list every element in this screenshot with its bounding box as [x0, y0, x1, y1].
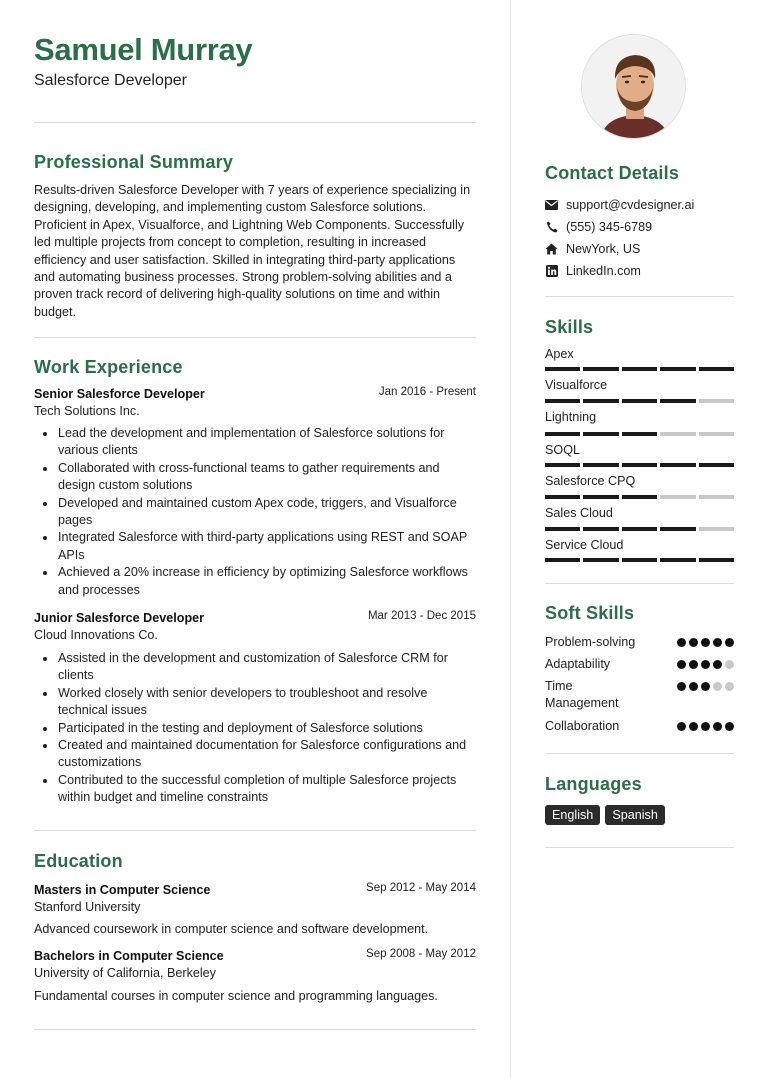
skill-level-bar	[545, 558, 734, 562]
skill-segment	[622, 463, 657, 467]
summary-heading: Professional Summary	[34, 152, 234, 172]
skill-segment	[660, 558, 695, 562]
rating-dot	[689, 722, 698, 731]
degree-title: Bachelors in Computer Science	[34, 949, 224, 963]
school-name: Stanford University	[34, 900, 141, 914]
soft-skill-row	[545, 656, 734, 673]
skill-segment	[699, 432, 734, 436]
rating-dot	[677, 682, 686, 691]
skill-name: Visualforce	[545, 378, 608, 392]
rating-dot	[725, 682, 734, 691]
summary-text: Results-driven Salesforce Developer with 7 years of experience specializing in designing, developing, and implementing custom Salesforce solutions. Proficient in Apex, Visualforce, and Lightning Web Components. Successfully led multiple projects from concept to completion, resulting in increased efficiency and user satisfaction. Skilled in integrating third-party applications and automating business processes. Strong problem-solving abilities and a proven track record of delivering high-quality solutions on time and within budget.	[34, 183, 471, 319]
divider	[34, 122, 476, 123]
soft-skill-dots	[677, 660, 734, 669]
skill-name: Service Cloud	[545, 538, 624, 552]
skill-segment	[583, 367, 618, 371]
skill-segment	[583, 432, 618, 436]
rating-dot	[725, 660, 734, 669]
education-desc: Fundamental courses in computer science and programming languages.	[34, 989, 438, 1003]
list-item: Participated in the testing and deployment of Salesforce solutions	[58, 720, 476, 737]
soft-skill-name: Time Management	[545, 679, 619, 711]
skill-name: SOQL	[545, 443, 580, 457]
rating-dot	[701, 682, 710, 691]
skill-name: Sales Cloud	[545, 506, 613, 520]
skill-segment	[699, 527, 734, 531]
skill-segment	[622, 558, 657, 562]
rating-dot	[701, 722, 710, 731]
divider	[545, 583, 734, 584]
education-heading: Education	[34, 851, 123, 871]
rating-dot	[689, 660, 698, 669]
candidate-title: Salesforce Developer	[34, 72, 187, 89]
skill-name: Salesforce CPQ	[545, 474, 636, 488]
soft-skill-name: Collaboration	[545, 719, 620, 733]
degree-title: Masters in Computer Science	[34, 883, 211, 897]
skill-segment	[699, 399, 734, 403]
skill-level-bar	[545, 432, 734, 436]
list-item: Assisted in the development and customization of Salesforce CRM for clients	[58, 650, 476, 685]
contact-email[interactable]	[545, 197, 694, 213]
skill-segment	[583, 495, 618, 499]
contact-location	[545, 241, 640, 257]
job-company: Tech Solutions Inc.	[34, 404, 140, 418]
divider	[34, 337, 476, 338]
skill-segment	[583, 463, 618, 467]
rating-dot	[677, 722, 686, 731]
list-item: Collaborated with cross-functional teams to gather requirements and design custom solutions	[58, 460, 476, 495]
candidate-name: Samuel Murray	[34, 32, 253, 67]
contact-location-text: NewYork, US	[566, 242, 641, 256]
contact-heading: Contact Details	[545, 163, 680, 183]
soft-skill-row	[545, 718, 734, 735]
soft-skill-dots	[677, 682, 734, 691]
job-bullets	[58, 425, 476, 599]
skill-segment	[660, 367, 695, 371]
education-date: Sep 2008 - May 2012	[366, 948, 476, 960]
envelope-icon	[545, 199, 558, 212]
skill-segment	[583, 399, 618, 403]
contact-phone-text: (555) 345-6789	[566, 220, 653, 234]
rating-dot	[713, 638, 722, 647]
skill-segment	[699, 495, 734, 499]
list-item: Developed and maintained custom Apex code, triggers, and Visualforce pages	[58, 495, 476, 530]
education-desc: Advanced coursework in computer science and software development.	[34, 922, 429, 936]
rating-dot	[689, 682, 698, 691]
skill-segment	[622, 432, 657, 436]
skill-level-bar	[545, 367, 734, 371]
skill-segment	[622, 495, 657, 499]
skill-segment	[545, 495, 580, 499]
skill-level-bar	[545, 495, 734, 499]
rating-dot	[725, 722, 734, 731]
skill-segment	[545, 463, 580, 467]
contact-linkedin[interactable]	[545, 263, 641, 279]
job-date: Mar 2013 - Dec 2015	[367, 610, 476, 622]
language-tag: Spanish	[605, 805, 665, 825]
skill-segment	[622, 527, 657, 531]
soft-skill-row	[545, 678, 734, 713]
phone-icon	[545, 221, 558, 234]
rating-dot	[713, 722, 722, 731]
skill-segment	[699, 558, 734, 562]
soft-skill-dots	[677, 722, 734, 731]
soft-skill-name: Problem-solving	[545, 635, 636, 649]
skill-level-bar	[545, 399, 734, 403]
education-date: Sep 2012 - May 2014	[366, 882, 476, 894]
skill-segment	[545, 558, 580, 562]
rating-dot	[713, 660, 722, 669]
contact-email-text: support@cvdesigner.ai	[566, 198, 695, 212]
languages-heading: Languages	[545, 774, 642, 794]
experience-heading: Work Experience	[34, 357, 183, 377]
skill-segment	[545, 527, 580, 531]
linkedin-icon	[545, 265, 558, 278]
list-item: Integrated Salesforce with third-party applications using REST and SOAP APIs	[58, 529, 476, 564]
job-company: Cloud Innovations Co.	[34, 628, 158, 642]
divider	[34, 1029, 476, 1030]
skill-segment	[660, 432, 695, 436]
list-item: Created and maintained documentation for Salesforce configurations and customizations	[58, 737, 476, 772]
contact-phone	[545, 219, 652, 235]
job-title: Senior Salesforce Developer	[34, 387, 205, 401]
list-item: Worked closely with senior developers to troubleshoot and resolve technical issues	[58, 685, 476, 720]
soft-skill-dots	[677, 638, 734, 647]
skill-segment	[545, 367, 580, 371]
column-divider	[510, 0, 511, 1078]
skill-segment	[583, 527, 618, 531]
skill-segment	[699, 463, 734, 467]
divider	[34, 830, 476, 831]
soft-skill-row	[545, 634, 734, 651]
skill-level-bar	[545, 527, 734, 531]
skill-segment	[660, 495, 695, 499]
list-item: Achieved a 20% increase in efficiency by optimizing Salesforce workflows and processes	[58, 564, 476, 599]
home-icon	[545, 243, 558, 256]
skill-segment	[622, 399, 657, 403]
skill-segment	[660, 463, 695, 467]
rating-dot	[725, 638, 734, 647]
skill-segment	[660, 527, 695, 531]
list-item: Lead the development and implementation of Salesforce solutions for various clients	[58, 425, 476, 460]
divider	[545, 753, 734, 754]
skill-name: Lightning	[545, 410, 597, 424]
skill-segment	[583, 558, 618, 562]
soft-skills-heading: Soft Skills	[545, 603, 635, 623]
rating-dot	[713, 682, 722, 691]
job-bullets	[58, 650, 476, 807]
contact-linkedin-text: LinkedIn.com	[566, 264, 641, 278]
list-item: Contributed to the successful completion of multiple Salesforce projects within budget and timeline constraints	[58, 772, 476, 807]
skills-heading: Skills	[545, 317, 594, 337]
skill-segment	[699, 367, 734, 371]
school-name: University of California, Berkeley	[34, 966, 216, 980]
rating-dot	[677, 638, 686, 647]
skill-segment	[622, 367, 657, 371]
job-title: Junior Salesforce Developer	[34, 611, 205, 625]
language-tag: English	[545, 805, 600, 825]
rating-dot	[701, 660, 710, 669]
rating-dot	[701, 638, 710, 647]
language-tags	[545, 805, 665, 825]
skill-level-bar	[545, 463, 734, 467]
skill-segment	[545, 399, 580, 403]
skill-segment	[660, 399, 695, 403]
rating-dot	[689, 638, 698, 647]
divider	[545, 296, 734, 297]
profile-photo	[581, 34, 686, 139]
skill-segment	[545, 432, 580, 436]
soft-skill-name: Adaptability	[545, 657, 611, 671]
job-date: Jan 2016 - Present	[378, 386, 476, 398]
rating-dot	[677, 660, 686, 669]
divider	[545, 847, 734, 848]
skill-name: Apex	[545, 347, 574, 361]
